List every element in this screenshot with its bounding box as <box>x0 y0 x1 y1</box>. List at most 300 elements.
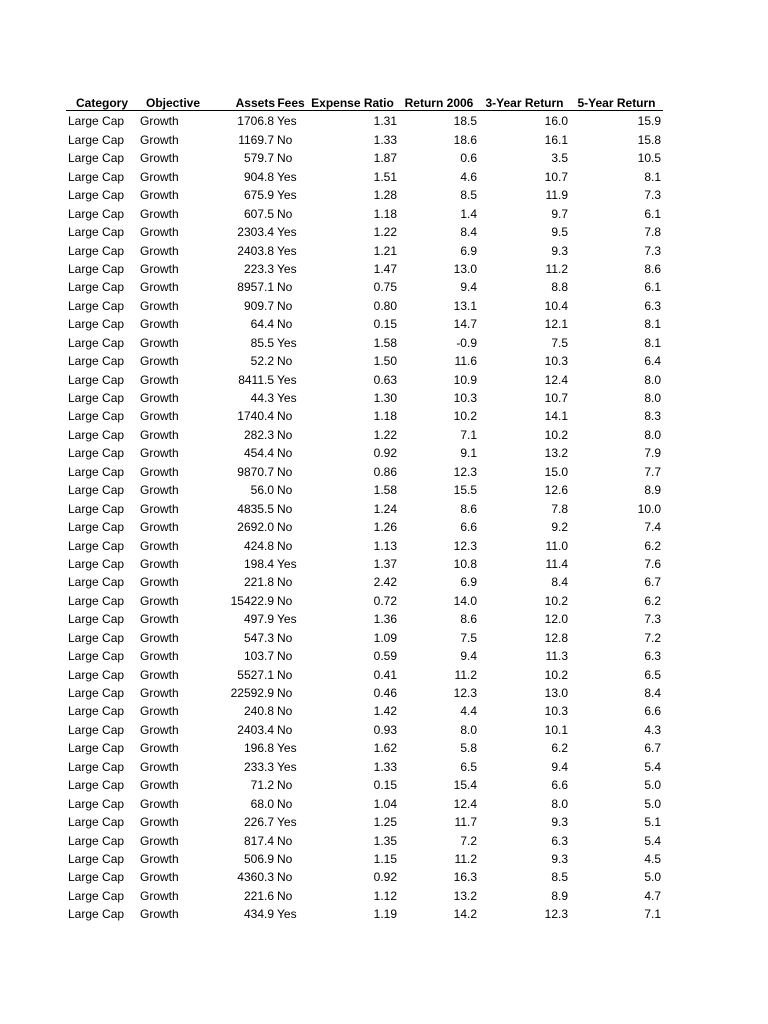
cell-objective[interactable]: Growth <box>140 538 179 553</box>
cell-assets[interactable]: 103.7 <box>243 649 274 664</box>
cell-5-year-return[interactable]: 7.3 <box>644 243 661 258</box>
cell-3-year-return[interactable]: 7.5 <box>551 335 568 350</box>
cell-expense-ratio[interactable]: 1.15 <box>373 851 397 866</box>
cell-fees[interactable]: Yes <box>277 907 297 922</box>
cell-expense-ratio[interactable]: 0.72 <box>373 593 397 608</box>
cell-fees[interactable]: No <box>277 888 293 903</box>
cell-fees[interactable]: No <box>277 575 293 590</box>
cell-category[interactable]: Large Cap <box>68 261 125 276</box>
cell-category[interactable]: Large Cap <box>68 354 125 369</box>
cell-expense-ratio[interactable]: 1.26 <box>373 520 397 535</box>
cell-fees[interactable]: Yes <box>277 556 297 571</box>
cell-expense-ratio[interactable]: 0.59 <box>373 649 397 664</box>
cell-category[interactable]: Large Cap <box>68 741 125 756</box>
cell-return-2006[interactable]: 16.3 <box>453 870 477 885</box>
cell-5-year-return[interactable]: 6.3 <box>644 298 661 313</box>
cell-fees[interactable]: Yes <box>277 114 297 129</box>
header-fees[interactable]: Fees <box>276 92 306 111</box>
cell-3-year-return[interactable]: 3.5 <box>551 151 568 166</box>
cell-5-year-return[interactable]: 6.1 <box>644 206 661 221</box>
cell-expense-ratio[interactable]: 1.09 <box>373 630 397 645</box>
cell-assets[interactable]: 2403.4 <box>237 722 274 737</box>
cell-objective[interactable]: Growth <box>140 630 179 645</box>
cell-category[interactable]: Large Cap <box>68 520 125 535</box>
cell-3-year-return[interactable]: 9.3 <box>551 815 568 830</box>
cell-3-year-return[interactable]: 12.3 <box>544 907 568 922</box>
cell-category[interactable]: Large Cap <box>68 409 125 424</box>
cell-assets[interactable]: 5527.1 <box>237 667 274 682</box>
cell-5-year-return[interactable]: 7.3 <box>644 612 661 627</box>
cell-objective[interactable]: Growth <box>140 409 179 424</box>
cell-category[interactable]: Large Cap <box>68 575 125 590</box>
cell-return-2006[interactable]: 18.6 <box>453 132 477 147</box>
cell-5-year-return[interactable]: 7.8 <box>644 225 661 240</box>
cell-3-year-return[interactable]: 10.7 <box>544 391 568 405</box>
cell-expense-ratio[interactable]: 1.35 <box>373 833 397 848</box>
cell-fees[interactable]: No <box>277 778 293 793</box>
cell-objective[interactable]: Growth <box>140 520 179 535</box>
cell-assets[interactable]: 198.4 <box>243 556 274 571</box>
cell-category[interactable]: Large Cap <box>68 759 125 774</box>
cell-assets[interactable]: 233.3 <box>243 759 274 774</box>
cell-return-2006[interactable]: 12.3 <box>453 464 477 479</box>
cell-fees[interactable]: No <box>277 132 293 147</box>
cell-return-2006[interactable]: 9.4 <box>460 649 477 664</box>
cell-fees[interactable]: Yes <box>277 759 297 774</box>
cell-category[interactable]: Large Cap <box>68 372 125 387</box>
cell-category[interactable]: Large Cap <box>68 464 125 479</box>
cell-3-year-return[interactable]: 11.9 <box>545 188 568 203</box>
cell-fees[interactable]: No <box>277 446 293 461</box>
cell-5-year-return[interactable]: 7.3 <box>644 188 661 203</box>
cell-return-2006[interactable]: 1.4 <box>460 206 477 221</box>
cell-return-2006[interactable]: 7.2 <box>460 833 477 848</box>
cell-assets[interactable]: 909.7 <box>243 298 274 313</box>
header-3-year-return[interactable]: 3-Year Return <box>479 92 570 111</box>
cell-expense-ratio[interactable]: 2.42 <box>373 575 397 590</box>
cell-category[interactable]: Large Cap <box>68 132 125 147</box>
cell-assets[interactable]: 56.0 <box>250 483 274 498</box>
cell-objective[interactable]: Growth <box>140 169 179 184</box>
cell-5-year-return[interactable]: 7.6 <box>644 556 661 571</box>
cell-expense-ratio[interactable]: 1.33 <box>373 132 397 147</box>
cell-category[interactable]: Large Cap <box>68 188 125 203</box>
cell-3-year-return[interactable]: 11.2 <box>545 261 568 276</box>
cell-category[interactable]: Large Cap <box>68 538 125 553</box>
cell-return-2006[interactable]: 7.1 <box>460 427 477 442</box>
cell-fees[interactable]: No <box>277 483 293 498</box>
header-assets[interactable]: Assets <box>208 92 276 111</box>
cell-category[interactable]: Large Cap <box>68 298 125 313</box>
cell-5-year-return[interactable]: 6.5 <box>644 667 661 682</box>
cell-fees[interactable]: Yes <box>277 612 297 627</box>
cell-expense-ratio[interactable]: 1.22 <box>373 427 397 442</box>
cell-category[interactable]: Large Cap <box>68 667 125 682</box>
cell-3-year-return[interactable]: 12.4 <box>544 372 568 387</box>
cell-5-year-return[interactable]: 6.2 <box>644 593 661 608</box>
cell-3-year-return[interactable]: 8.9 <box>551 888 568 903</box>
cell-fees[interactable]: No <box>277 427 293 442</box>
cell-assets[interactable]: 226.7 <box>243 815 274 830</box>
cell-category[interactable]: Large Cap <box>68 225 125 240</box>
cell-return-2006[interactable]: 12.3 <box>453 686 477 700</box>
cell-return-2006[interactable]: 6.9 <box>460 575 477 590</box>
header-expense-ratio[interactable]: Expense Ratio <box>306 92 399 111</box>
cell-3-year-return[interactable]: 8.4 <box>551 575 568 590</box>
cell-category[interactable]: Large Cap <box>68 556 125 571</box>
cell-expense-ratio[interactable]: 0.15 <box>373 317 397 332</box>
cell-fees[interactable]: No <box>277 354 293 369</box>
cell-5-year-return[interactable]: 5.0 <box>644 796 661 811</box>
cell-return-2006[interactable]: 8.6 <box>460 501 477 516</box>
cell-assets[interactable]: 223.3 <box>243 261 274 276</box>
cell-assets[interactable]: 607.5 <box>243 206 274 221</box>
cell-objective[interactable]: Growth <box>140 464 179 479</box>
cell-objective[interactable]: Growth <box>140 722 179 737</box>
cell-fees[interactable]: No <box>277 667 293 682</box>
cell-3-year-return[interactable]: 10.3 <box>544 704 568 719</box>
cell-5-year-return[interactable]: 8.3 <box>644 409 661 424</box>
cell-fees[interactable]: No <box>277 722 293 737</box>
cell-return-2006[interactable]: 0.6 <box>460 151 477 166</box>
cell-assets[interactable]: 71.2 <box>250 778 274 793</box>
cell-3-year-return[interactable]: 11.4 <box>545 556 568 571</box>
cell-objective[interactable]: Growth <box>140 298 179 313</box>
cell-5-year-return[interactable]: 7.2 <box>644 630 661 645</box>
cell-return-2006[interactable]: 12.3 <box>453 538 477 553</box>
header-category[interactable]: Category <box>66 92 138 111</box>
cell-fees[interactable]: Yes <box>277 188 297 203</box>
cell-expense-ratio[interactable]: 1.31 <box>373 114 397 129</box>
cell-fees[interactable]: No <box>277 317 293 332</box>
cell-return-2006[interactable]: 13.2 <box>453 888 477 903</box>
cell-expense-ratio[interactable]: 0.80 <box>373 298 397 313</box>
cell-assets[interactable]: 240.8 <box>243 704 274 719</box>
cell-3-year-return[interactable]: 6.6 <box>551 778 568 793</box>
cell-5-year-return[interactable]: 7.1 <box>644 907 661 922</box>
cell-objective[interactable]: Growth <box>140 354 179 369</box>
cell-3-year-return[interactable]: 11.3 <box>545 649 568 664</box>
cell-expense-ratio[interactable]: 1.24 <box>373 501 397 516</box>
cell-category[interactable]: Large Cap <box>68 206 125 221</box>
cell-objective[interactable]: Growth <box>140 796 179 811</box>
header-return-2006[interactable]: Return 2006 <box>399 92 479 111</box>
cell-expense-ratio[interactable]: 0.92 <box>373 870 397 885</box>
cell-fees[interactable]: No <box>277 151 293 166</box>
header-objective[interactable]: Objective <box>138 92 208 111</box>
cell-return-2006[interactable]: 15.4 <box>453 778 477 793</box>
cell-3-year-return[interactable]: 12.1 <box>544 317 568 332</box>
cell-fees[interactable]: Yes <box>277 335 297 350</box>
cell-return-2006[interactable]: 9.1 <box>460 446 477 461</box>
cell-assets[interactable]: 8411.5 <box>238 372 274 387</box>
cell-return-2006[interactable]: 11.2 <box>454 667 477 682</box>
cell-assets[interactable]: 15422.9 <box>230 593 274 608</box>
cell-assets[interactable]: 4835.5 <box>237 501 274 516</box>
cell-assets[interactable]: 68.0 <box>250 796 274 811</box>
cell-fees[interactable]: No <box>277 833 293 848</box>
cell-5-year-return[interactable]: 5.0 <box>644 870 661 885</box>
cell-expense-ratio[interactable]: 0.15 <box>373 778 397 793</box>
cell-category[interactable]: Large Cap <box>68 335 125 350</box>
cell-objective[interactable]: Growth <box>140 686 179 700</box>
cell-fees[interactable]: No <box>277 280 293 295</box>
cell-category[interactable]: Large Cap <box>68 722 125 737</box>
cell-assets[interactable]: 85.5 <box>250 335 274 350</box>
cell-3-year-return[interactable]: 6.3 <box>551 833 568 848</box>
cell-objective[interactable]: Growth <box>140 280 179 295</box>
cell-return-2006[interactable]: 14.2 <box>453 907 477 922</box>
cell-objective[interactable]: Growth <box>140 870 179 885</box>
cell-3-year-return[interactable]: 12.8 <box>544 630 568 645</box>
cell-category[interactable]: Large Cap <box>68 796 125 811</box>
cell-objective[interactable]: Growth <box>140 593 179 608</box>
cell-category[interactable]: Large Cap <box>68 630 125 645</box>
cell-3-year-return[interactable]: 10.4 <box>544 298 568 313</box>
cell-return-2006[interactable]: 11.7 <box>454 815 477 830</box>
header-5-year-return[interactable]: 5-Year Return <box>570 92 663 111</box>
cell-5-year-return[interactable]: 8.9 <box>644 483 661 498</box>
cell-expense-ratio[interactable]: 1.22 <box>373 225 397 240</box>
cell-3-year-return[interactable]: 16.0 <box>544 114 568 129</box>
cell-assets[interactable]: 1169.7 <box>238 132 274 147</box>
cell-assets[interactable]: 2403.8 <box>237 243 274 258</box>
cell-assets[interactable]: 454.4 <box>243 446 274 461</box>
cell-3-year-return[interactable]: 8.0 <box>551 796 568 811</box>
cell-fees[interactable]: No <box>277 298 293 313</box>
cell-return-2006[interactable]: 6.6 <box>460 520 477 535</box>
cell-fees[interactable]: Yes <box>277 372 297 387</box>
cell-expense-ratio[interactable]: 0.46 <box>373 686 397 700</box>
cell-expense-ratio[interactable]: 0.93 <box>373 722 397 737</box>
cell-objective[interactable]: Growth <box>140 741 179 756</box>
cell-fees[interactable]: No <box>277 704 293 719</box>
cell-objective[interactable]: Growth <box>140 243 179 258</box>
cell-category[interactable]: Large Cap <box>68 704 125 719</box>
cell-fees[interactable]: Yes <box>277 741 297 756</box>
cell-return-2006[interactable]: 11.6 <box>454 354 477 369</box>
cell-fees[interactable]: No <box>277 538 293 553</box>
cell-category[interactable]: Large Cap <box>68 151 125 166</box>
cell-3-year-return[interactable]: 8.8 <box>551 280 568 295</box>
cell-return-2006[interactable]: 11.2 <box>454 851 477 866</box>
cell-5-year-return[interactable]: 8.0 <box>644 391 661 405</box>
cell-3-year-return[interactable]: 9.4 <box>551 759 568 774</box>
cell-fees[interactable]: No <box>277 796 293 811</box>
cell-assets[interactable]: 8957.1 <box>237 280 274 295</box>
cell-return-2006[interactable]: 4.4 <box>460 704 477 719</box>
cell-3-year-return[interactable]: 9.2 <box>551 520 568 535</box>
cell-objective[interactable]: Growth <box>140 151 179 166</box>
cell-fees[interactable]: No <box>277 501 293 516</box>
cell-return-2006[interactable]: 14.0 <box>453 593 477 608</box>
cell-3-year-return[interactable]: 16.1 <box>544 132 568 147</box>
cell-category[interactable]: Large Cap <box>68 317 125 332</box>
cell-5-year-return[interactable]: 5.0 <box>644 778 661 793</box>
cell-expense-ratio[interactable]: 1.50 <box>373 354 397 369</box>
cell-assets[interactable]: 2303.4 <box>237 225 274 240</box>
cell-3-year-return[interactable]: 9.7 <box>551 206 568 221</box>
cell-expense-ratio[interactable]: 0.41 <box>373 667 397 682</box>
cell-return-2006[interactable]: 18.5 <box>453 114 477 129</box>
cell-fees[interactable]: Yes <box>277 169 297 184</box>
cell-category[interactable]: Large Cap <box>68 888 125 903</box>
cell-return-2006[interactable]: 8.4 <box>460 225 477 240</box>
cell-category[interactable]: Large Cap <box>68 686 125 700</box>
cell-expense-ratio[interactable]: 1.62 <box>373 741 397 756</box>
cell-objective[interactable]: Growth <box>140 704 179 719</box>
cell-return-2006[interactable]: 6.5 <box>460 759 477 774</box>
cell-assets[interactable]: 64.4 <box>250 317 274 332</box>
cell-3-year-return[interactable]: 10.2 <box>544 593 568 608</box>
cell-objective[interactable]: Growth <box>140 612 179 627</box>
cell-return-2006[interactable]: 4.6 <box>460 169 477 184</box>
cell-5-year-return[interactable]: 8.1 <box>644 317 661 332</box>
cell-5-year-return[interactable]: 8.6 <box>644 261 661 276</box>
cell-category[interactable]: Large Cap <box>68 391 125 405</box>
cell-assets[interactable]: 44.3 <box>250 391 274 405</box>
cell-fees[interactable]: Yes <box>277 261 297 276</box>
cell-category[interactable]: Large Cap <box>68 649 125 664</box>
cell-3-year-return[interactable]: 10.2 <box>544 427 568 442</box>
cell-assets[interactable]: 434.9 <box>243 907 274 922</box>
cell-5-year-return[interactable]: 5.4 <box>644 759 661 774</box>
cell-assets[interactable]: 497.9 <box>243 612 274 627</box>
cell-return-2006[interactable]: 10.2 <box>453 409 477 424</box>
cell-assets[interactable]: 4360.3 <box>237 870 274 885</box>
cell-fees[interactable]: No <box>277 593 293 608</box>
cell-category[interactable]: Large Cap <box>68 851 125 866</box>
cell-5-year-return[interactable]: 4.7 <box>644 888 661 903</box>
cell-objective[interactable]: Growth <box>140 851 179 866</box>
cell-5-year-return[interactable]: 7.7 <box>644 464 661 479</box>
cell-expense-ratio[interactable]: 1.18 <box>373 206 397 221</box>
cell-objective[interactable]: Growth <box>140 815 179 830</box>
cell-3-year-return[interactable]: 13.2 <box>544 446 568 461</box>
cell-category[interactable]: Large Cap <box>68 114 125 129</box>
cell-5-year-return[interactable]: 6.2 <box>644 538 661 553</box>
cell-fees[interactable]: Yes <box>277 391 297 405</box>
cell-return-2006[interactable]: 5.8 <box>460 741 477 756</box>
cell-assets[interactable]: 579.7 <box>243 151 274 166</box>
cell-category[interactable]: Large Cap <box>68 427 125 442</box>
cell-expense-ratio[interactable]: 1.33 <box>373 759 397 774</box>
cell-assets[interactable]: 547.3 <box>243 630 274 645</box>
cell-objective[interactable]: Growth <box>140 833 179 848</box>
cell-expense-ratio[interactable]: 1.25 <box>373 815 397 830</box>
cell-3-year-return[interactable]: 12.0 <box>544 612 568 627</box>
cell-expense-ratio[interactable]: 1.13 <box>373 538 397 553</box>
cell-category[interactable]: Large Cap <box>68 612 125 627</box>
cell-fees[interactable]: No <box>277 464 293 479</box>
cell-assets[interactable]: 52.2 <box>250 354 274 369</box>
cell-assets[interactable]: 1706.8 <box>237 114 274 129</box>
cell-3-year-return[interactable]: 15.0 <box>544 464 568 479</box>
cell-objective[interactable]: Growth <box>140 556 179 571</box>
cell-return-2006[interactable]: 10.9 <box>453 372 477 387</box>
cell-3-year-return[interactable]: 13.0 <box>544 686 568 700</box>
cell-objective[interactable]: Growth <box>140 225 179 240</box>
cell-category[interactable]: Large Cap <box>68 483 125 498</box>
cell-3-year-return[interactable]: 11.0 <box>545 538 568 553</box>
cell-expense-ratio[interactable]: 1.47 <box>373 261 397 276</box>
cell-objective[interactable]: Growth <box>140 391 179 405</box>
cell-expense-ratio[interactable]: 1.36 <box>373 612 397 627</box>
cell-5-year-return[interactable]: 6.7 <box>644 575 661 590</box>
cell-expense-ratio[interactable]: 0.75 <box>373 280 397 295</box>
cell-assets[interactable]: 424.8 <box>243 538 274 553</box>
cell-3-year-return[interactable]: 7.8 <box>551 501 568 516</box>
cell-category[interactable]: Large Cap <box>68 243 125 258</box>
cell-5-year-return[interactable]: 15.8 <box>637 132 661 147</box>
cell-3-year-return[interactable]: 9.3 <box>551 243 568 258</box>
cell-return-2006[interactable]: 13.1 <box>453 298 477 313</box>
cell-objective[interactable]: Growth <box>140 261 179 276</box>
cell-fees[interactable]: No <box>277 206 293 221</box>
cell-category[interactable]: Large Cap <box>68 907 125 922</box>
cell-assets[interactable]: 221.6 <box>243 888 274 903</box>
cell-fees[interactable]: No <box>277 649 293 664</box>
cell-objective[interactable]: Growth <box>140 907 179 922</box>
cell-5-year-return[interactable]: 8.1 <box>644 169 661 184</box>
cell-objective[interactable]: Growth <box>140 501 179 516</box>
cell-return-2006[interactable]: 10.3 <box>453 391 477 405</box>
cell-5-year-return[interactable]: 6.4 <box>644 354 661 369</box>
cell-fees[interactable]: No <box>277 870 293 885</box>
cell-objective[interactable]: Growth <box>140 649 179 664</box>
cell-category[interactable]: Large Cap <box>68 446 125 461</box>
cell-return-2006[interactable]: -0.9 <box>456 335 477 350</box>
cell-fees[interactable]: No <box>277 520 293 535</box>
cell-return-2006[interactable]: 9.4 <box>460 280 477 295</box>
cell-category[interactable]: Large Cap <box>68 501 125 516</box>
cell-category[interactable]: Large Cap <box>68 593 125 608</box>
cell-expense-ratio[interactable]: 1.12 <box>373 888 397 903</box>
cell-expense-ratio[interactable]: 0.63 <box>373 372 397 387</box>
cell-3-year-return[interactable]: 9.3 <box>551 851 568 866</box>
cell-objective[interactable]: Growth <box>140 132 179 147</box>
cell-category[interactable]: Large Cap <box>68 815 125 830</box>
cell-3-year-return[interactable]: 9.5 <box>551 225 568 240</box>
cell-5-year-return[interactable]: 7.9 <box>644 446 661 461</box>
cell-3-year-return[interactable]: 12.6 <box>544 483 568 498</box>
cell-5-year-return[interactable]: 8.0 <box>644 372 661 387</box>
cell-5-year-return[interactable]: 6.1 <box>644 280 661 295</box>
cell-expense-ratio[interactable]: 1.58 <box>373 483 397 498</box>
cell-fees[interactable]: No <box>277 409 293 424</box>
cell-assets[interactable]: 506.9 <box>243 851 274 866</box>
cell-3-year-return[interactable]: 10.2 <box>544 667 568 682</box>
cell-expense-ratio[interactable]: 1.19 <box>373 907 397 922</box>
cell-return-2006[interactable]: 7.5 <box>460 630 477 645</box>
cell-assets[interactable]: 817.4 <box>243 833 274 848</box>
cell-5-year-return[interactable]: 8.1 <box>644 335 661 350</box>
cell-assets[interactable]: 675.9 <box>243 188 274 203</box>
cell-return-2006[interactable]: 10.8 <box>453 556 477 571</box>
cell-3-year-return[interactable]: 14.1 <box>544 409 568 424</box>
cell-5-year-return[interactable]: 7.4 <box>644 520 661 535</box>
cell-return-2006[interactable]: 14.7 <box>453 317 477 332</box>
cell-objective[interactable]: Growth <box>140 759 179 774</box>
cell-objective[interactable]: Growth <box>140 667 179 682</box>
cell-objective[interactable]: Growth <box>140 427 179 442</box>
cell-objective[interactable]: Growth <box>140 483 179 498</box>
cell-5-year-return[interactable]: 5.4 <box>644 833 661 848</box>
cell-5-year-return[interactable]: 4.5 <box>644 851 661 866</box>
cell-expense-ratio[interactable]: 0.92 <box>373 446 397 461</box>
cell-3-year-return[interactable]: 10.1 <box>544 722 568 737</box>
cell-expense-ratio[interactable]: 1.21 <box>373 243 397 258</box>
